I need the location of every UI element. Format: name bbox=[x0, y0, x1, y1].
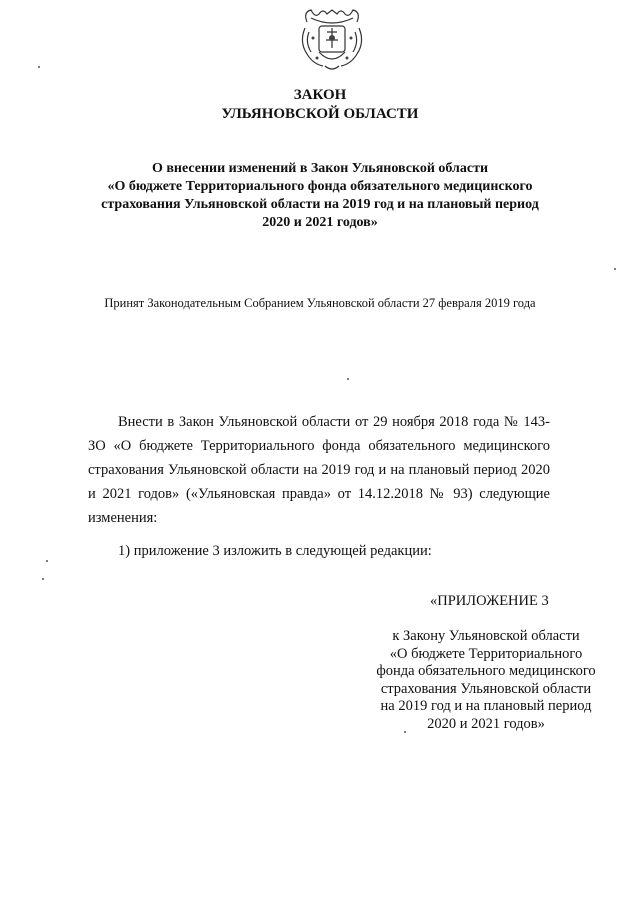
coat-of-arms-icon bbox=[297, 8, 367, 74]
scan-speck bbox=[404, 731, 406, 733]
subtitle-line: О внесении изменений в Закон Ульяновской области bbox=[151, 161, 489, 176]
law-title-line: УЛЬЯНОВСКОЙ ОБЛАСТИ bbox=[221, 106, 419, 122]
scan-speck bbox=[46, 560, 48, 562]
appendix-title: «ПРИЛОЖЕНИЕ 3 bbox=[430, 593, 549, 609]
scan-speck bbox=[347, 378, 349, 380]
scan-speck bbox=[42, 578, 44, 580]
scan-speck bbox=[614, 268, 616, 270]
law-subtitle bbox=[0, 160, 640, 232]
law-title bbox=[0, 86, 640, 124]
appendix-reference bbox=[360, 628, 612, 733]
scan-speck bbox=[38, 66, 40, 68]
body-paragraph-item: 1) приложение 3 изложить в следующей редакции: bbox=[118, 543, 432, 559]
appendix-ref-line: на 2019 год и на плановый период bbox=[380, 698, 592, 714]
appendix-ref-line: 2020 и 2021 годов» bbox=[427, 715, 545, 732]
appendix-ref-line: фонда обязательного медицинского bbox=[376, 663, 596, 679]
appendix-ref-line: к Закону Ульяновской области bbox=[392, 628, 580, 644]
subtitle-line: страхования Ульяновской области на 2019 год и на плановый период bbox=[101, 197, 539, 212]
law-title-line: ЗАКОН bbox=[293, 87, 347, 103]
adoption-note: Принят Законодательным Собранием Ульяновской области 27 февраля 2019 года bbox=[104, 296, 536, 310]
subtitle-line: «О бюджете Территориального фонда обязательного медицинского bbox=[107, 179, 533, 194]
subtitle-line: 2020 и 2021 годов» bbox=[262, 215, 378, 230]
appendix-ref-line: страхования Ульяновской области bbox=[380, 680, 592, 697]
body-paragraph: Внести в Закон Ульяновской области от 29 ноября 2018 года № 143-ЗО «О бюджете Территориального фонда обязательного медицинского страхования Ульяновской области на 2019 год и на плановый период 2020 и 2021 годов» («Ульяновская правда» от 14.12.2018 № 93) следующие изменения: bbox=[88, 414, 550, 526]
appendix-ref-line: «О бюджете Территориального bbox=[389, 645, 583, 662]
